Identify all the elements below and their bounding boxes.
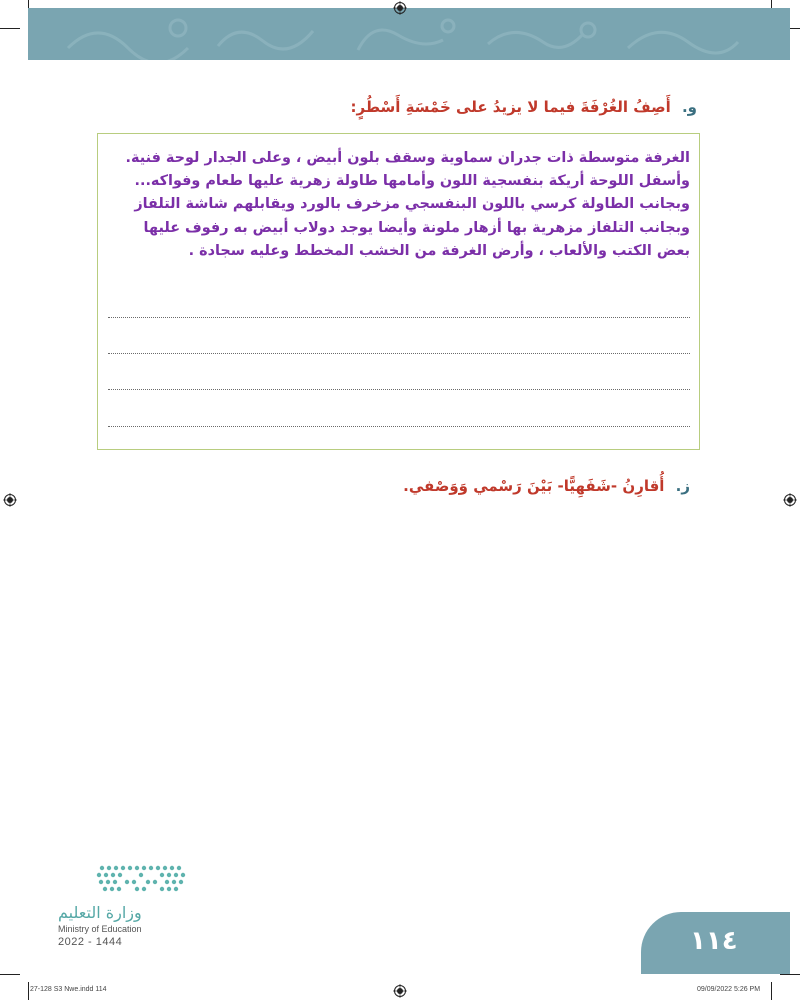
registration-mark-icon bbox=[3, 493, 17, 507]
page-number: ١١٤ bbox=[690, 926, 738, 956]
header-band bbox=[28, 8, 790, 60]
registration-mark-icon bbox=[783, 493, 797, 507]
footer-date: 09/09/2022 5:26 PM bbox=[697, 986, 761, 993]
crop-mark bbox=[28, 0, 29, 8]
writing-line bbox=[108, 426, 690, 427]
writing-line bbox=[108, 353, 690, 354]
answer-line: وبجانب التلفاز مزهرية بها أزهار ملونة وأيضا يوجد دولاب أبيض به رفوف عليها bbox=[143, 219, 690, 236]
answer-line: وأسفل اللوحة أريكة بنفسجية اللون وأمامها طاولة زهرية عليها طعام وفواكه... bbox=[134, 173, 690, 190]
answer-line: الغرفة متوسطة ذات جدران سماوية وسقف بلون أبيض ، وعلى الجدار لوحة فنية. bbox=[125, 150, 690, 166]
crop-mark bbox=[771, 982, 772, 1000]
crop-mark bbox=[780, 974, 800, 975]
header-decoration bbox=[28, 8, 790, 60]
question-z-label: ز. bbox=[675, 477, 690, 495]
writing-line bbox=[108, 317, 690, 318]
answer-line: وبجانب الطاولة كرسي باللون البنفسجي مزخرف بالورد ويقابلهم شاشة التلفاز bbox=[134, 196, 690, 213]
ministry-name-arabic: وزارة التعليم bbox=[58, 903, 142, 922]
question-w bbox=[351, 98, 697, 116]
answer-text bbox=[100, 147, 690, 263]
crop-mark bbox=[28, 982, 29, 1000]
question-z bbox=[403, 477, 690, 495]
edition-year: 2022 - 1444 bbox=[58, 936, 123, 948]
question-w-label: و. bbox=[681, 98, 697, 116]
writing-line bbox=[108, 389, 690, 390]
question-z-text: أُقارِنُ -شَفَهِيًّا- بَيْنَ رَسْمي وَوَصْفي. bbox=[403, 477, 665, 495]
registration-mark-icon bbox=[393, 1, 407, 15]
crop-mark bbox=[0, 28, 20, 29]
crop-mark bbox=[771, 0, 772, 8]
question-w-text: أَصِفُ الغُرْفَةَ فيما لا يزيدُ على خَمْسَةِ أَسْطُرٍ: bbox=[350, 98, 671, 116]
crop-mark bbox=[0, 974, 20, 975]
registration-mark-icon bbox=[393, 984, 407, 998]
answer-line: بعض الكتب والألعاب ، وأرض الغرفة من الخشب المخطط وعليه سجادة . bbox=[188, 242, 690, 259]
footer-file-name: 27-128 S3 Nwe.indd 114 bbox=[30, 986, 107, 993]
ministry-name-english: Ministry of Education bbox=[58, 924, 142, 934]
